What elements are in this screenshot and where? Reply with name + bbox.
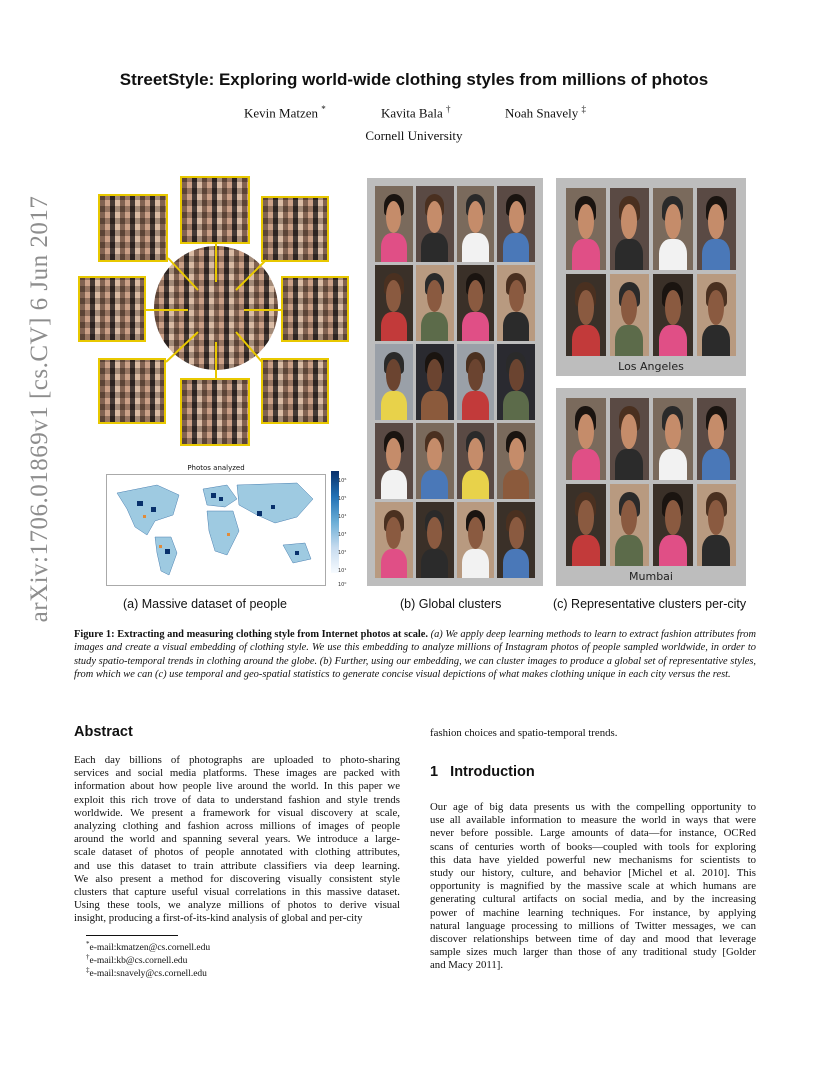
subcaption-a: (a) Massive dataset of people bbox=[123, 597, 287, 611]
global-clusters-grid bbox=[375, 186, 535, 578]
text-line: and Macy 2011]. bbox=[430, 959, 504, 972]
person-photo bbox=[653, 274, 693, 356]
text-line: Our age of big data presents us with the compelling opportunity to bbox=[430, 801, 756, 813]
text-line: study our history, culture, and behavior [Michel et al. 2010]. This bbox=[430, 867, 756, 880]
world-map bbox=[106, 474, 326, 586]
text-line: We also present a method for discovering visually consistent style bbox=[74, 872, 400, 885]
legend-tick: 10⁵ bbox=[338, 496, 347, 502]
text-line: worldwide. We present a framework for visual discovery at scale, bbox=[74, 806, 400, 819]
person-photo bbox=[566, 398, 606, 480]
text-line: discover relationships between time of day and mood that leverage bbox=[430, 933, 756, 946]
los-angeles-clusters bbox=[566, 188, 736, 356]
map-title: Photos analyzed bbox=[187, 464, 245, 472]
world-map-shapes bbox=[107, 475, 325, 585]
text-line: services and social media platforms. These images are packed with bbox=[74, 767, 400, 780]
person-photo bbox=[457, 344, 495, 420]
figure-caption-body: (a) We apply deep learning methods to learn to extract fashion attributes from images and create a visual embedding of clothing style. We use this embedding to analyze millions of Instagram photos of people sampled worldwide, in order to study spatio-temporal trends in clothing around the globe. (b) Further, using our embedding, we can cluster images to produce a global set of representative styles, from which we can (c) use temporal and geo-spatial statistics to generate concise visual depictions of what makes clothing unique in each city versus the rest. bbox=[74, 629, 757, 680]
person-photo bbox=[653, 484, 693, 566]
author-2: Kavita Bala † bbox=[381, 104, 451, 121]
person-photo bbox=[457, 186, 495, 262]
subcaption-c: (c) Representative clusters per-city bbox=[553, 597, 747, 611]
person-photo bbox=[375, 423, 413, 499]
text-line: clusters that capture useful visual correlations in this massive dataset. bbox=[74, 886, 400, 899]
person-photo bbox=[375, 344, 413, 420]
person-photo bbox=[375, 502, 413, 578]
legend-tick: 10⁶ bbox=[338, 478, 347, 484]
person-photo bbox=[653, 398, 693, 480]
person-photo bbox=[610, 398, 650, 480]
person-photo bbox=[497, 344, 535, 420]
arxiv-stamp: arXiv:1706.01869v1 [cs.CV] 6 Jun 2017 bbox=[26, 195, 53, 623]
legend-tick: 10¹ bbox=[338, 568, 347, 574]
text-line: never before possible. Large amounts of data—for instance, OCRed bbox=[430, 827, 756, 840]
subcaption-b: (b) Global clusters bbox=[400, 597, 502, 611]
person-photo bbox=[610, 484, 650, 566]
person-photo bbox=[416, 344, 454, 420]
person-photo bbox=[497, 423, 535, 499]
cluster-arrows bbox=[76, 172, 356, 452]
text-line: power of machine learning techniques. For instance, by applying bbox=[430, 906, 756, 919]
text-line: generating cultural artifacts on social media, and by the increasing bbox=[430, 893, 756, 906]
footnote-rule bbox=[86, 935, 178, 936]
person-photo bbox=[566, 188, 606, 270]
introduction-body bbox=[430, 801, 756, 973]
person-photo bbox=[497, 265, 535, 341]
text-line: Each day billions of photographs are uploaded to photo-sharing bbox=[74, 754, 400, 766]
person-photo bbox=[610, 188, 650, 270]
text-line: sample sizes much larger than those of any traditional study [Golder bbox=[430, 946, 756, 959]
text-line: information about how people live around the world. In this paper we bbox=[74, 780, 400, 793]
person-photo bbox=[697, 274, 737, 356]
person-photo bbox=[375, 186, 413, 262]
person-photo bbox=[653, 188, 693, 270]
person-photo bbox=[416, 423, 454, 499]
text-line: Using these tools, we analyze millions of photos to derive visual bbox=[74, 899, 400, 912]
text-line: analyzing clothing and fashion across millions of images of people bbox=[74, 820, 400, 833]
person-photo bbox=[497, 502, 535, 578]
person-photo bbox=[416, 502, 454, 578]
legend-tick: 10⁰ bbox=[338, 582, 347, 588]
abstract-body bbox=[74, 754, 400, 926]
figure-caption-label: Figure 1: Extracting and measuring clothing style from Internet photos at scale. bbox=[74, 629, 428, 640]
city-label-los-angeles: Los Angeles bbox=[618, 360, 684, 373]
person-photo bbox=[457, 502, 495, 578]
city-panel-los-angeles bbox=[556, 178, 746, 376]
text-line: and use this dataset to train attribute classifiers via deep learning. bbox=[74, 859, 400, 872]
text-line: natural language processing to millions of Twitter messages, we can bbox=[430, 919, 756, 932]
text-line: use all available information to measure the world in ways that were bbox=[430, 814, 756, 827]
author-3: Noah Snavely ‡ bbox=[505, 104, 587, 121]
footnote-3: ‡e-mail:snavely@cs.cornell.edu bbox=[86, 966, 207, 980]
person-photo bbox=[566, 274, 606, 356]
figure-caption bbox=[74, 628, 756, 681]
person-photo bbox=[610, 274, 650, 356]
mumbai-clusters bbox=[566, 398, 736, 566]
figure-panel-b bbox=[367, 178, 543, 586]
person-photo bbox=[697, 188, 737, 270]
legend-tick: 10³ bbox=[338, 532, 347, 538]
person-photo bbox=[457, 423, 495, 499]
abstract-heading: Abstract bbox=[74, 724, 133, 740]
abstract-continuation: fashion choices and spatio-temporal trends. bbox=[430, 727, 618, 739]
text-line: this data have yielded powerful new mechanisms for scientists to bbox=[430, 853, 756, 866]
person-photo bbox=[457, 265, 495, 341]
footnote-1: *e-mail:kmatzen@cs.cornell.edu bbox=[86, 940, 211, 954]
person-photo bbox=[497, 186, 535, 262]
person-photo bbox=[416, 186, 454, 262]
author-1: Kevin Matzen * bbox=[244, 104, 326, 121]
person-photo bbox=[566, 484, 606, 566]
affiliation: Cornell University bbox=[365, 128, 463, 143]
city-label-mumbai: Mumbai bbox=[629, 570, 673, 583]
text-line: around the world and spanning several years. We introduce a large- bbox=[74, 833, 400, 846]
text-line: insight, producing a first-of-its-kind analysis of global and per-city bbox=[74, 912, 363, 925]
footnote-2: †e-mail:kb@cs.cornell.edu bbox=[86, 953, 188, 967]
map-legend-ticks bbox=[338, 478, 356, 588]
text-line: scale dataset of photos of people annotated with clothing attributes, bbox=[74, 846, 400, 859]
paper-title: StreetStyle: Exploring world-wide clothing styles from millions of photos bbox=[119, 70, 709, 89]
person-photo bbox=[375, 265, 413, 341]
person-photo bbox=[697, 398, 737, 480]
text-line: opportunity is magnified by the massive scale at which humans are bbox=[430, 880, 756, 893]
city-panel-mumbai bbox=[556, 388, 746, 586]
legend-tick: 10² bbox=[338, 550, 347, 556]
text-line: scans of centuries worth of books—coupled with tools for exploring bbox=[430, 840, 756, 853]
person-photo bbox=[416, 265, 454, 341]
person-photo bbox=[697, 484, 737, 566]
introduction-heading: 1 Introduction bbox=[430, 764, 535, 780]
legend-tick: 10⁴ bbox=[338, 514, 347, 520]
figure-panel-a bbox=[76, 172, 356, 590]
text-line: exploit this rich trove of data to understand fashion and style trends bbox=[74, 793, 400, 806]
